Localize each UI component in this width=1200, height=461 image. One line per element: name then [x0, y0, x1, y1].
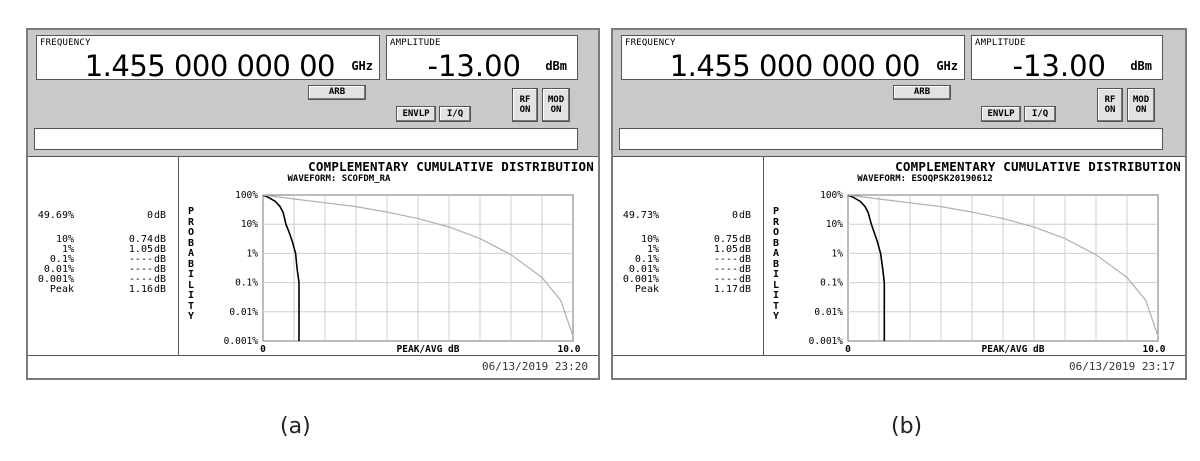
y-axis-label-letter: I — [187, 290, 195, 301]
frequency-display[interactable] — [36, 35, 380, 83]
y-tick-label: 0.001% — [223, 336, 258, 347]
y-tick-label: 0.001% — [808, 336, 843, 347]
stats-percent: 49.69% — [37, 210, 74, 221]
y-axis-label-letter: B — [187, 237, 195, 249]
figure-caption-b: (b) — [891, 414, 923, 439]
stats-unit: dB — [738, 254, 751, 265]
x-tick-label: 10.0 — [1142, 344, 1166, 355]
y-tick-label: 0.1% — [820, 277, 843, 289]
waveform-name: WAVEFORM: SCOFDM_RA — [287, 174, 391, 184]
stats-unit: dB — [153, 284, 166, 295]
y-axis-label-letter: P — [187, 206, 195, 217]
frequency-display[interactable] — [621, 35, 965, 83]
envlp-annunciator[interactable]: ENVLP — [981, 106, 1021, 122]
stats-value: 0 — [731, 210, 738, 221]
amplitude-display[interactable] — [971, 35, 1163, 83]
stats-value: 1.05 — [128, 244, 153, 255]
stats-percent: 10% — [55, 234, 74, 245]
y-axis-label-letter: I — [772, 269, 780, 280]
stats-percent: Peak — [49, 284, 74, 295]
stats-unit: dB — [153, 244, 166, 255]
timestamp: 06/13/2019 23:17 — [1069, 360, 1175, 373]
frequency-unit: GHz — [351, 59, 373, 73]
amplitude-value: -13.00 — [427, 49, 521, 83]
ccdf-chart — [28, 157, 602, 357]
x-axis-label: PEAK/AVG dB — [981, 344, 1045, 355]
y-tick-label: 0.01% — [229, 306, 258, 318]
stats-unit: dB — [153, 254, 166, 265]
stats-value: 0.74 — [128, 234, 153, 245]
y-axis-label-letter: A — [187, 248, 195, 259]
ccdf-area — [28, 156, 598, 357]
frequency-value: 1.455 000 000 00 — [669, 49, 920, 83]
chart-title: COMPLEMENTARY CUMULATIVE DISTRIBUTION — [308, 159, 594, 174]
stats-unit: dB — [738, 244, 751, 255]
y-axis-label-letter: O — [187, 227, 195, 238]
amplitude-label: AMPLITUDE — [390, 38, 441, 48]
stats-percent: 10% — [640, 234, 659, 245]
y-axis-label-letter: R — [772, 216, 780, 228]
stats-value: 0 — [146, 210, 153, 221]
y-axis-label-letter: L — [187, 279, 195, 291]
y-tick-label: 10% — [240, 219, 258, 231]
y-axis-label-letter: L — [772, 279, 780, 291]
stats-value: 1.05 — [713, 244, 738, 255]
stats-percent: Peak — [634, 284, 659, 295]
stats-unit: dB — [153, 234, 166, 245]
status-bar — [613, 355, 1185, 378]
rf-on-annunciator[interactable]: RF ON — [1097, 88, 1123, 122]
stats-unit: dB — [738, 274, 751, 285]
y-axis-label-letter: T — [772, 300, 780, 312]
x-tick-label: 0 — [845, 344, 851, 355]
stats-unit: dB — [153, 210, 166, 221]
stats-percent: 1% — [61, 244, 74, 255]
message-line — [34, 128, 578, 150]
chart-title: COMPLEMENTARY CUMULATIVE DISTRIBUTION — [895, 159, 1181, 174]
timestamp: 06/13/2019 23:20 — [482, 360, 588, 373]
iq-annunciator[interactable]: I/Q — [1024, 106, 1056, 122]
y-tick-label: 1% — [246, 248, 258, 260]
stats-unit: dB — [738, 234, 751, 245]
y-axis-label-letter: B — [772, 258, 780, 270]
y-axis-label-letter: B — [772, 237, 780, 249]
y-axis-label-letter: Y — [772, 311, 780, 322]
frequency-label: FREQUENCY — [40, 38, 91, 48]
amplitude-unit: dBm — [545, 59, 567, 73]
stats-value: ---- — [128, 254, 153, 265]
stats-percent: 1% — [646, 244, 659, 255]
y-axis-label-letter: Y — [187, 311, 195, 322]
amplitude-display[interactable] — [386, 35, 578, 83]
mod-on-annunciator[interactable]: MOD ON — [1127, 88, 1155, 122]
x-axis-label: PEAK/AVG dB — [396, 344, 460, 355]
y-tick-label: 100% — [235, 190, 258, 201]
stats-percent: 0.1% — [49, 254, 74, 265]
y-tick-label: 10% — [825, 219, 843, 231]
stats-unit: dB — [738, 264, 751, 275]
y-axis-label-letter: T — [187, 300, 195, 312]
stats-value: ---- — [713, 254, 738, 265]
frequency-label: FREQUENCY — [625, 38, 676, 48]
stats-unit: dB — [153, 274, 166, 285]
stats-percent: 0.01% — [628, 264, 659, 275]
stats-value: 1.16 — [128, 284, 153, 295]
y-axis-label-letter: A — [772, 248, 780, 259]
y-tick-label: 0.01% — [814, 306, 843, 318]
stats-percent: 0.1% — [634, 254, 659, 265]
rf-on-annunciator[interactable]: RF ON — [512, 88, 538, 122]
signal-generator-screen-a — [26, 28, 600, 380]
stats-percent: 0.001% — [622, 274, 659, 285]
stats-percent: 49.73% — [622, 210, 659, 221]
stats-value: ---- — [713, 264, 738, 275]
stats-value: ---- — [713, 274, 738, 285]
figure-caption-a: (a) — [280, 414, 311, 439]
y-tick-label: 100% — [820, 190, 843, 201]
stats-unit: dB — [738, 284, 751, 295]
y-axis-label-letter: R — [187, 216, 195, 228]
y-axis-label — [770, 207, 782, 323]
status-bar — [28, 355, 598, 378]
stats-value: 0.75 — [713, 234, 738, 245]
stats-unit: dB — [153, 264, 166, 275]
ccdf-area — [613, 156, 1185, 357]
y-tick-label: 0.1% — [235, 277, 258, 289]
signal-generator-screen-b — [611, 28, 1187, 380]
frequency-value: 1.455 000 000 00 — [84, 49, 335, 83]
amplitude-value: -13.00 — [1012, 49, 1106, 83]
stats-unit: dB — [738, 210, 751, 221]
mod-on-annunciator[interactable]: MOD ON — [542, 88, 570, 122]
y-axis-label-letter: P — [772, 206, 780, 217]
iq-annunciator[interactable]: I/Q — [439, 106, 471, 122]
y-tick-label: 1% — [831, 248, 843, 260]
stats-percent: 0.01% — [43, 264, 74, 275]
stats-value: ---- — [128, 274, 153, 285]
waveform-name: WAVEFORM: ESOQPSK20190612 — [857, 174, 993, 184]
status-area — [613, 30, 1185, 156]
stats-value: ---- — [128, 264, 153, 275]
x-tick-label: 0 — [260, 344, 266, 355]
message-line — [619, 128, 1163, 150]
amplitude-unit: dBm — [1130, 59, 1152, 73]
y-axis-label-letter: B — [187, 258, 195, 270]
stats-percent: 0.001% — [37, 274, 74, 285]
stats-value: 1.17 — [713, 284, 738, 295]
arb-annunciator[interactable]: ARB — [308, 85, 366, 100]
y-axis-label-letter: I — [772, 290, 780, 301]
y-axis-label — [185, 207, 197, 323]
y-axis-label-letter: I — [187, 269, 195, 280]
status-area — [28, 30, 598, 156]
arb-annunciator[interactable]: ARB — [893, 85, 951, 100]
x-tick-label: 10.0 — [557, 344, 581, 355]
ccdf-chart — [613, 157, 1189, 357]
amplitude-label: AMPLITUDE — [975, 38, 1026, 48]
y-axis-label-letter: O — [772, 227, 780, 238]
frequency-unit: GHz — [936, 59, 958, 73]
envlp-annunciator[interactable]: ENVLP — [396, 106, 436, 122]
